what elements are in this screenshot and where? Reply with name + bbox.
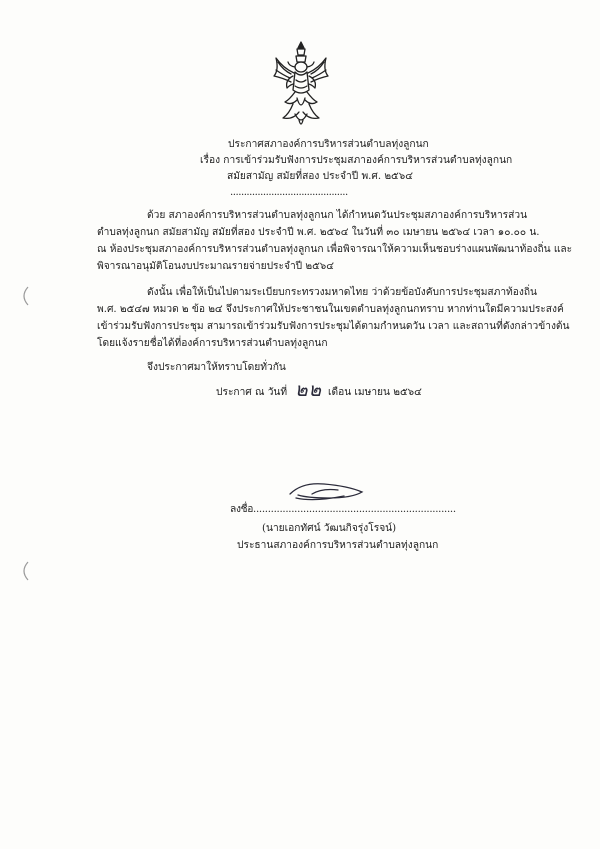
- closing-text: จึงประกาศมาให้ทราบโดยทั่วกัน: [147, 362, 286, 373]
- para1-line4: พิจารณาอนุมัติโอนงบประมาณรายจ่ายประจำปี ๒๕๖๔: [97, 261, 334, 272]
- para2-line1: ดังนั้น เพื่อให้เป็นไปตามระเบียบกระทรวงมหาดไทย ว่าด้วยข้อบังคับการประชุมสภาท้องถิ่น: [147, 287, 538, 298]
- para1-line3: ณ ห้องประชุมสภาองค์การบริหารส่วนตำบลทุ่งลูกนก เพื่อพิจารณาให้ความเห็นชอบร่างแผนพัฒนาท้องถิ่น และ: [97, 244, 573, 255]
- signature-scribble: [282, 476, 372, 506]
- signatory-position: ประธานสภาองค์การบริหารส่วนตำบลทุ่งลูกนก: [237, 540, 439, 551]
- header-divider: ...........................................: [230, 187, 348, 198]
- date-month-year: เดือน เมษายน ๒๕๖๔: [328, 387, 422, 398]
- date-prefix: ประกาศ ณ วันที่: [216, 387, 288, 398]
- session-line: สมัยสามัญ สมัยที่สอง ประจำปี พ.ศ. ๒๕๖๔: [227, 171, 413, 182]
- para1-line2: ตำบลทุ่งลูกนก สมัยสามัญ สมัยที่สอง ประจำปี พ.ศ. ๒๕๖๔ ในวันที่ ๓๐ เมษายน ๒๕๖๔ เวลา ๑๐.๐๐ น.: [97, 227, 540, 238]
- para2-line2: พ.ศ. ๒๕๔๗ หมวด ๒ ข้อ ๒๔ จึงประกาศให้ประชาชนในเขตตำบลทุ่งลูกนกทราบ หากท่านใดมีความประสงค์: [97, 304, 564, 315]
- para1-line1: ด้วย สภาองค์การบริหารส่วนตำบลทุ่งลูกนก ได้กำหนดวันประชุมสภาองค์การบริหารส่วน: [147, 210, 528, 221]
- announcement-title: ประกาศสภาองค์การบริหารส่วนตำบลทุ่งลูกนก: [228, 139, 429, 150]
- punch-hole-mark-icon: [16, 285, 32, 307]
- subject-line: เรื่อง การเข้าร่วมรับฟังการประชุมสภาองค์การบริหารส่วนตำบลทุ่งลูกนก: [200, 155, 513, 166]
- punch-hole-mark-icon: [16, 560, 32, 582]
- signatory-name: (นายเอกทัศน์ วัฒนกิจรุ่งโรจน์): [262, 523, 397, 534]
- handwritten-day: ๒๒: [295, 379, 323, 401]
- signature-label: ลงชื่อ.....................................................................: [230, 504, 456, 515]
- para2-line3: เข้าร่วมรับฟังการประชุม สามารถเข้าร่วมรับฟังการประชุมได้ตามกำหนดวัน เวลา และสถานที่ดังกล่าวข้างต้น: [97, 321, 570, 332]
- para2-line4: โดยแจ้งรายชื่อได้ที่องค์การบริหารส่วนตำบลทุ่งลูกนก: [97, 338, 328, 349]
- garuda-emblem-icon: [271, 40, 331, 130]
